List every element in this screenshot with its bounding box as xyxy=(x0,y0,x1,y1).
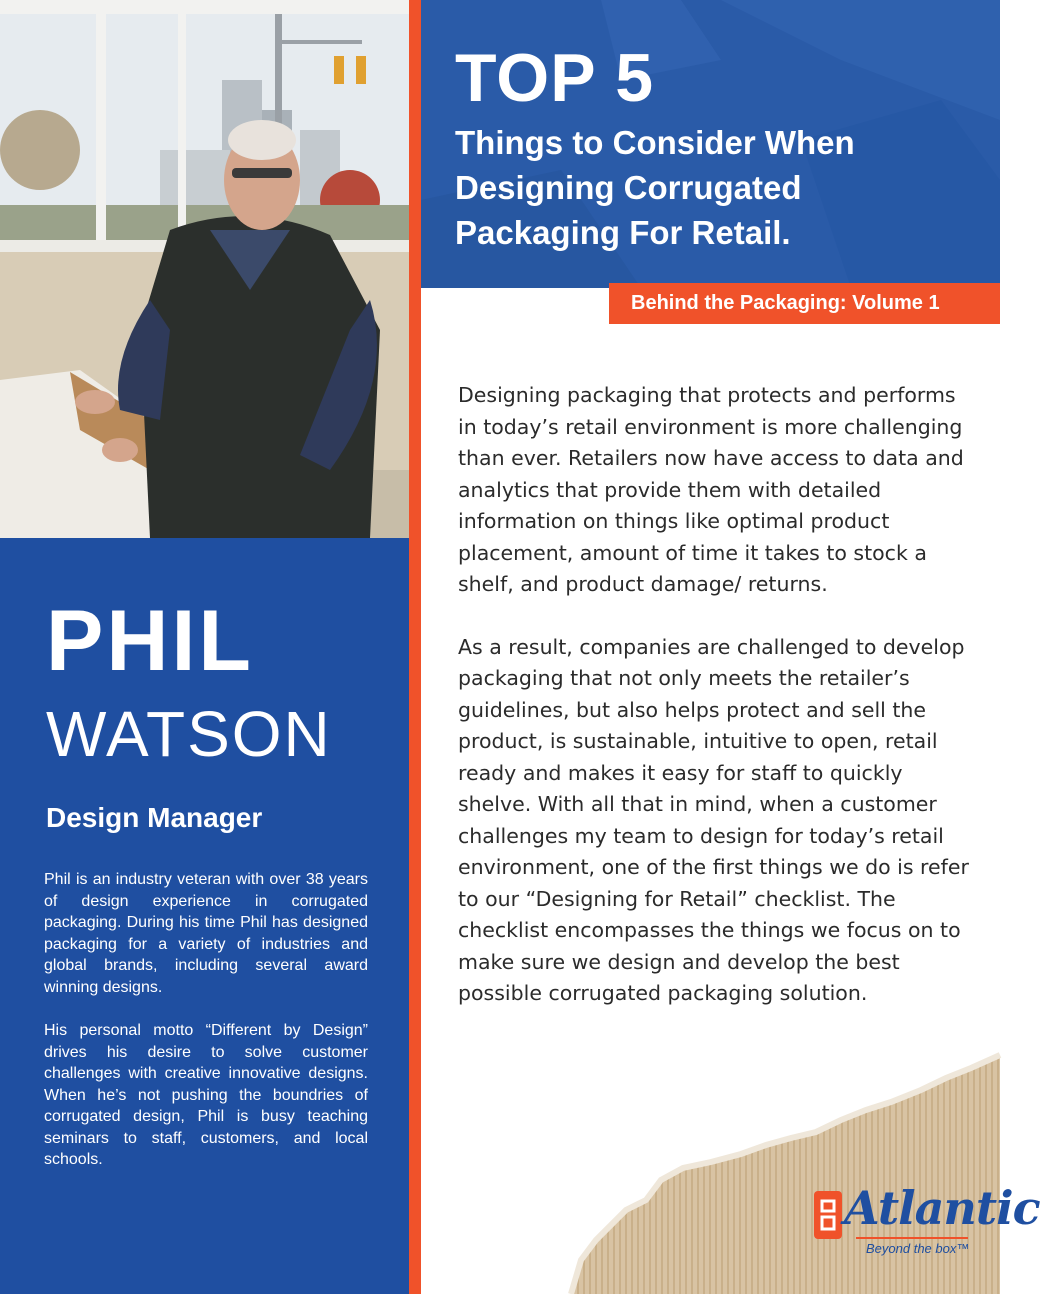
accent-divider xyxy=(409,0,421,1294)
bio-paragraph: Phil is an industry veteran with over 38 years of design experience in corrugated packaging. During his time Phil has designed packaging for a variety of industries and global brands, including several award winning designs. xyxy=(44,871,368,996)
article-body xyxy=(458,380,978,1010)
volume-tag: Behind the Packaging: Volume 1 xyxy=(609,283,1000,324)
atlantic-logo xyxy=(808,1181,1040,1275)
portrait-photo xyxy=(0,0,410,538)
profile-last-name: WATSON xyxy=(46,698,332,770)
headline-subtitle xyxy=(455,120,975,255)
profile-job-title: Design Manager xyxy=(46,802,263,833)
logo-wordmark: Atlantic xyxy=(844,1181,1040,1235)
profile-bio xyxy=(44,869,368,1171)
bio-paragraph: His personal motto “Different by Design” drives his desire to solve customer challenges with creative innovative designs. When he’s not pushing the boundries of corrugated design, Phil is busy teaching seminars to staff, customers, and local schools. xyxy=(44,1022,368,1168)
headline-line: Designing Corrugated xyxy=(455,169,802,206)
profile-panel xyxy=(0,538,410,1294)
article-paragraph: As a result, companies are challenged to develop packaging that not only meets the retailer’s guidelines, but also helps protect and sell the product, is sustainable, intuitive to open, retail ready and makes it easy for staff to quickly shelve. With all that in mind, when a customer challenges my team to design for today’s retail environment, one of the first things we do is refer to our “Designing for Retail” checklist. The checklist encompasses the things we focus on to make sure we design and develop the best possible corrugated packaging solution. xyxy=(458,634,969,1005)
headline-top: TOP 5 xyxy=(455,40,655,116)
header-banner xyxy=(421,0,1000,288)
headline-line: Packaging For Retail. xyxy=(455,214,791,251)
article-paragraph: Designing packaging that protects and performs in today’s retail environment is more challenging than ever. Retailers now have access to data and analytics that provide them with detailed information on things like optimal product placement, amount of time it takes to stock a shelf, and product damage/ returns. xyxy=(458,383,964,596)
headline-line: Things to Consider When xyxy=(455,124,855,161)
atlantic-logo-mark-icon xyxy=(808,1189,848,1241)
logo-underline xyxy=(856,1237,968,1239)
logo-tagline: Beyond the box™ xyxy=(866,1241,970,1256)
profile-first-name: PHIL xyxy=(46,593,254,689)
